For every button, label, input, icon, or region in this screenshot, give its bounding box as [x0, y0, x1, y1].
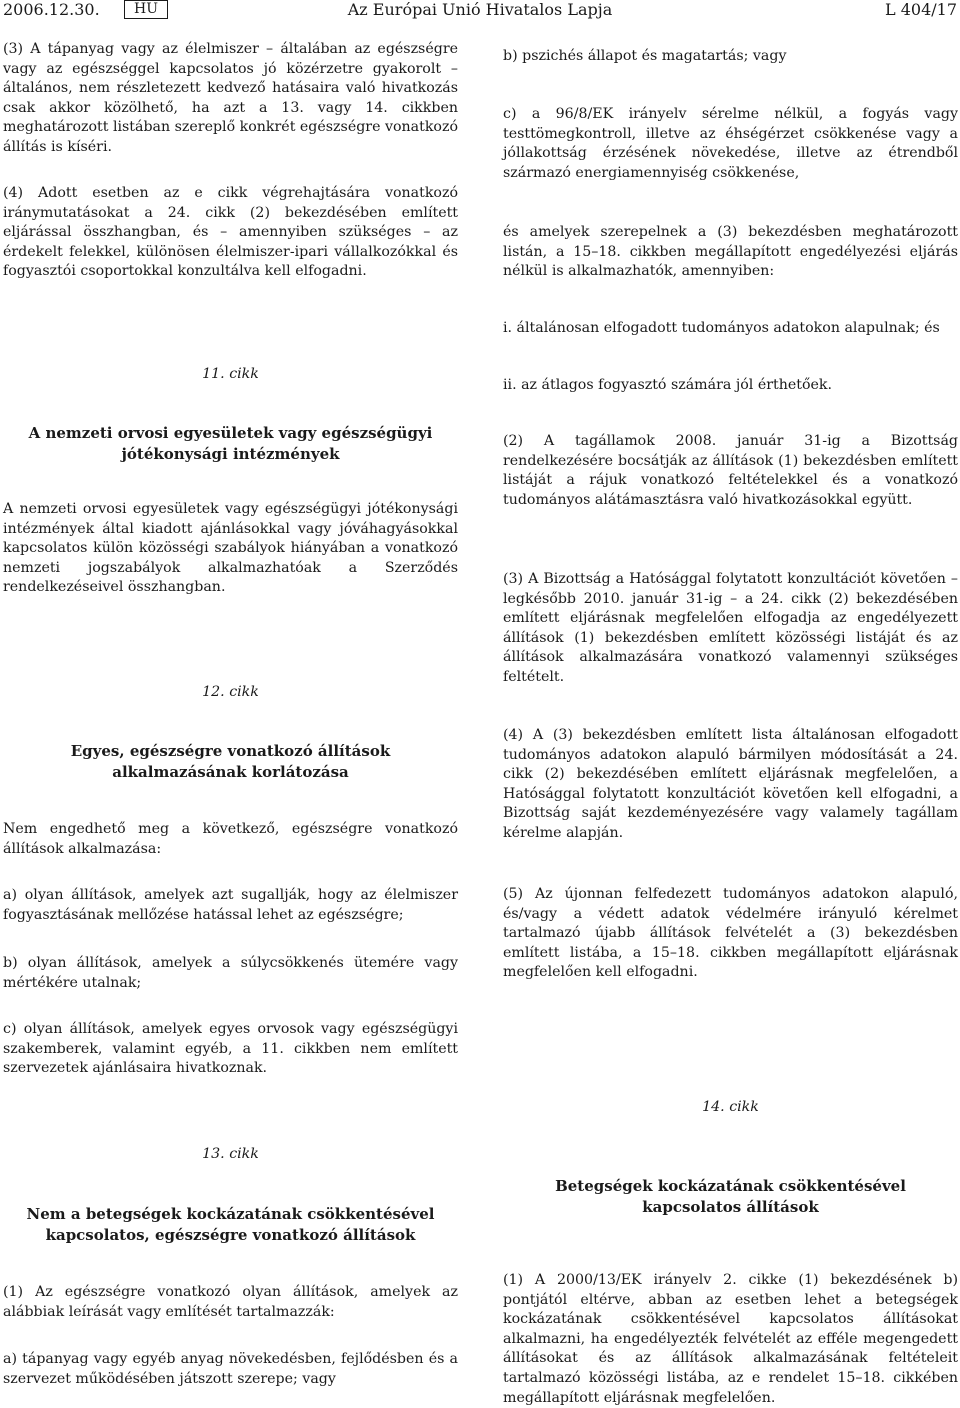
article-13-paragraph-4: (4) A (3) bekezdésben említett lista általánosan elfogadott tudományos adatokon alapuló bármilyen módosítását a 24. cikk (2) bekezdésében említett eljárásnak megfelelően, a Hatósággal folytatott konzultációt követően kell elfogadni, a Bizottság saját kezdeményezésére vagy valamely tagállam kérelme alapján. — [503, 727, 958, 841]
article-13-point-a: a) tápanyag vagy egyéb anyag növekedésben, fejlődésben és a szervezet működésében játszott szerepe; vagy — [3, 1351, 458, 1387]
article-14-paragraph-1: (1) A 2000/13/EK irányelv 2. cikke (1) bekezdésének b) pontjától eltérve, abban az esetben lehet a betegségek kockázatának csökkentésével kapcsolatos állításokat alkalmazni, ha engedélyezték felvételét az efféle megengedett állításokat és az állítások alkalmazásának feltételeit tartalmazó közösségi listába, az e rendelet 15–18. cikkében megállapított eljárásnak megfelelően. — [503, 1272, 958, 1406]
article-13-paragraph-5: (5) Az újonnan felfedezett tudományos adatokon alapuló, és/vagy a védett adatok védelmére irányuló kérelmet tartalmazó újabb állítások felvételét a (3) bekezdésben említett listába, a 15–18. cikkben megállapított eljárásnak megfelelően kell elfogadni. — [503, 886, 958, 981]
article-12-point-b: b) olyan állítások, amelyek a súlycsökkenés ütemére vagy mértékére utalnak; — [3, 955, 458, 991]
article-11-text: A nemzeti orvosi egyesületek vagy egészségügyi jótékonysági intézmények által kiadott ajánlásokkal vagy jóváhagyásokkal kapcsolatos külön közösségi szabályok hiányában a vonatkozó nemzeti jogszabályok alkalmazhatóak a Szerződés rendelkezéseivel összhangban. — [3, 501, 458, 596]
condition-ii: ii. az átlagos fogyasztó számára jól érthetőek. — [503, 377, 832, 393]
header-date: 2006.12.30. — [3, 0, 100, 19]
article-12-intro: Nem engedhető meg a következő, egészségre vonatkozó állítások alkalmazása: — [3, 821, 458, 857]
page-header — [0, 0, 960, 24]
article-13-point-b: b) pszichés állapot és magatartás; vagy — [503, 48, 787, 64]
article-12-point-a: a) olyan állítások, amelyek azt sugallják, hogy az élelmiszer fogyasztásának mellőzése hatással lehet az egészségre; — [3, 887, 458, 923]
article-13-paragraph-2: (2) A tagállamok 2008. január 31-ig a Bizottság rendelkezésére bocsátják az állítások (1) bekezdésben említett listáját a rájuk vonatkozó feltételekkel és a vonatkozó tudományos alátámasztásra való hivatkozásokkal együtt. — [503, 433, 958, 508]
article-14-heading: Betegségek kockázatának csökkentésével kapcsolatos állítások — [555, 1177, 906, 1216]
paragraph-10-3: (3) A tápanyag vagy az élelmiszer – általában az egészségre vagy az egészséggel kapcsolatos jó közérzetre gyakorolt – általános, nem részletezett kedvező hatásaira való hivatkozás csak akkor közölhető, ha azt a 13. vagy 14. cikkben meghatározott listában szereplő konkrét egészségre vonatkozó állítás is kíséri. — [3, 41, 458, 155]
article-13-paragraph-3: (3) A Bizottság a Hatósággal folytatott konzultációt követően – legkésőbb 2010. január 31-ig – a 24. cikk (2) bekezdésében említett eljárásnak megfelelően elfogadja az engedélyezett állítások (1) bekezdésben említett közösségi listáját és az állítások alkalmazására vonatkozó valamennyi szükséges feltételt. — [503, 571, 958, 685]
article-12-point-c: c) olyan állítások, amelyek egyes orvosok vagy egészségügyi szakemberek, valamint egyéb, a 11. cikkben nem említett szervezetek ajánlásaira hivatkoznak. — [3, 1021, 458, 1077]
condition-i: i. általánosan elfogadott tudományos adatokon alapulnak; és — [503, 320, 940, 336]
article-11-heading: A nemzeti orvosi egyesületek vagy egészségügyi jótékonysági intézmények — [28, 424, 433, 463]
article-13-number: 13. cikk — [202, 1146, 259, 1162]
paragraph-10-4: (4) Adott esetben az e cikk végrehajtására vonatkozó iránymutatásokat a 24. cikk (2) bekezdésében említett eljárással összhangban, és – amennyiben szükséges – az érdekelt felekkel, különösen élelmiszer-ipari vállalkozókkal és fogyasztói csoportokkal konzultálva kell elfogadni. — [3, 185, 458, 280]
journal-title: Az Európai Unió Hivatalos Lapja — [347, 0, 613, 19]
article-11-number: 11. cikk — [202, 366, 259, 382]
article-14-number: 14. cikk — [702, 1099, 759, 1115]
article-13-point-c: c) a 96/8/EK irányelv sérelme nélkül, a fogyás vagy testtömegkontroll, illetve az éhségérzet csökkenése vagy a jóllakottság érzésének növekedése, illetve az étrendből származó energiamennyiség csökkenése, — [503, 106, 958, 181]
article-12-number: 12. cikk — [202, 684, 259, 700]
language-badge: HU — [124, 0, 168, 19]
page-number: L 404/17 — [885, 0, 957, 19]
article-12-heading: Egyes, egészségre vonatkozó állítások alkalmazásának korlátozása — [70, 742, 391, 781]
article-13-heading: Nem a betegségek kockázatának csökkentésével kapcsolatos, egészségre vonatkozó állítások — [26, 1205, 435, 1244]
article-13-paragraph-1: (1) Az egészségre vonatkozó olyan állítások, amelyek az alábbiak leírását vagy említését tartalmazzák: — [3, 1284, 458, 1320]
article-13-list-condition: és amelyek szerepelnek a (3) bekezdésben meghatározott listán, a 15–18. cikkben megállapított engedélyezési eljárás nélkül is alkalmazhatók, amennyiben: — [503, 224, 958, 280]
